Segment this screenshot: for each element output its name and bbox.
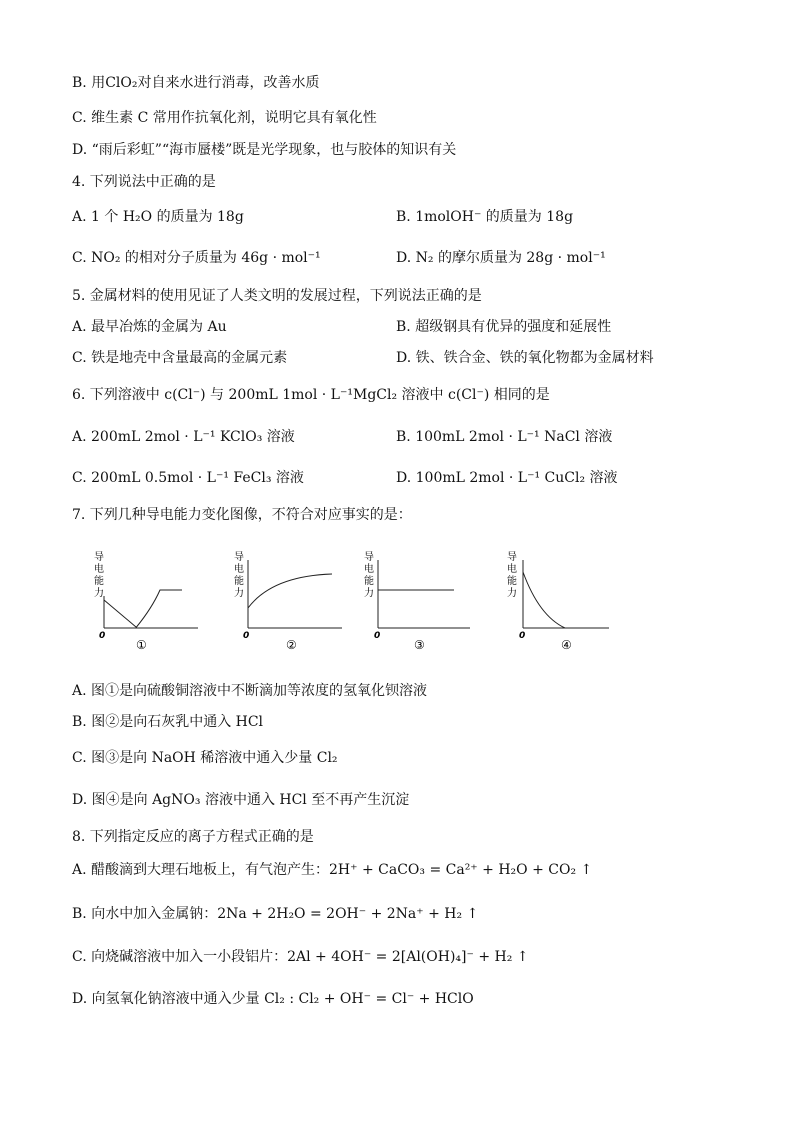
graph-4-axis-label-3: 能 [507, 576, 517, 587]
q8-option-a: A. 醋酸滴到大理石地板上，有气泡产生：2H⁺ + CaCO₃ = Ca²⁺ + H₂O + CO₂ ↑ [72, 862, 593, 878]
q7-option-d: D. 图④是向 AgNO₃ 溶液中通入 HCl 至不再产生沉淀 [72, 792, 410, 808]
q4-stem: 4. 下列说法中正确的是 [72, 174, 216, 190]
graph-1-caption: ① [136, 638, 147, 652]
q4-option-b: B. 1molOH⁻ 的质量为 18g [396, 209, 574, 225]
q5-option-c: C. 铁是地壳中含量最高的金属元素 [72, 350, 288, 366]
graph-2-axis-label-4: 力 [234, 588, 244, 599]
q7-stem: 7. 下列几种导电能力变化图像，不符合对应事实的是： [72, 507, 412, 523]
graph-1-curve [104, 590, 182, 627]
q8-stem: 8. 下列指定反应的离子方程式正确的是 [72, 829, 314, 845]
q5-option-d: D. 铁、铁合金、铁的氧化物都为金属材料 [396, 350, 654, 366]
graph-3-origin: 0 [374, 631, 381, 641]
q6-option-d: D. 100mL 2mol · L⁻¹ CuCl₂ 溶液 [396, 470, 618, 486]
graph-4-caption: ④ [561, 638, 572, 652]
graph-3-axis-label-4: 力 [364, 588, 374, 599]
q4-option-a: A. 1 个 H₂O 的质量为 18g [72, 209, 244, 225]
graph-3-axis-label-3: 能 [364, 576, 374, 587]
graph-2-axis-label-3: 能 [234, 576, 244, 587]
q7-option-a: A. 图①是向硫酸铜溶液中不断滴加等浓度的氢氧化钡溶液 [72, 683, 428, 699]
q5-option-a: A. 最早冶炼的金属为 Au [72, 319, 227, 335]
graph-1-axis-label-1: 导 [94, 552, 104, 563]
q7-option-c: C. 图③是向 NaOH 稀溶液中通入少量 Cl₂ [72, 750, 338, 766]
graph-2-axis-label-1: 导 [234, 552, 244, 563]
q3-option-c: C. 维生素 C 常用作抗氧化剂，说明它具有氧化性 [72, 110, 377, 126]
q8-option-c: C. 向烧碱溶液中加入一小段铝片：2Al + 4OH⁻ = 2[Al(OH)₄]⁻ + H₂ ↑ [72, 949, 529, 965]
q8-option-b: B. 向水中加入金属钠：2Na + 2H₂O = 2OH⁻ + 2Na⁺ + H₂ ↑ [72, 906, 479, 922]
graph-3 [362, 548, 492, 658]
graph-2-curve [248, 574, 332, 608]
graph-2 [232, 548, 362, 658]
graph-1-axis-label-2: 电 [94, 564, 104, 575]
graph-4-axis-label-4: 力 [507, 588, 517, 599]
graph-4-axis-label-1: 导 [507, 552, 517, 563]
q6-option-b: B. 100mL 2mol · L⁻¹ NaCl 溶液 [396, 429, 613, 445]
graph-4-axis-label-2: 电 [507, 564, 517, 575]
graph-1-origin: 0 [99, 631, 106, 641]
q6-option-a: A. 200mL 2mol · L⁻¹ KClO₃ 溶液 [72, 429, 295, 445]
graph-4 [505, 548, 635, 658]
graph-4-curve [523, 572, 565, 628]
graph-2-origin: 0 [243, 631, 250, 641]
q7-option-b: B. 图②是向石灰乳中通入 HCl [72, 714, 264, 730]
graph-3-axis-label-1: 导 [364, 552, 374, 563]
graph-1 [86, 548, 216, 658]
q4-option-d: D. N₂ 的摩尔质量为 28g · mol⁻¹ [396, 250, 606, 266]
q6-stem: 6. 下列溶液中 c(Cl⁻) 与 200mL 1mol · L⁻¹MgCl₂ 溶液中 c(Cl⁻) 相同的是 [72, 387, 550, 403]
graph-2-caption: ② [286, 638, 297, 652]
q5-stem: 5. 金属材料的使用见证了人类文明的发展过程，下列说法正确的是 [72, 288, 482, 304]
graph-3-axis-label-2: 电 [364, 564, 374, 575]
graph-4-origin: 0 [519, 631, 526, 641]
graph-1-axis-label-3: 能 [94, 576, 104, 587]
graph-2-axis-label-2: 电 [234, 564, 244, 575]
q4-option-c: C. NO₂ 的相对分子质量为 46g · mol⁻¹ [72, 250, 321, 266]
q8-option-d: D. 向氢氧化钠溶液中通入少量 Cl₂ : Cl₂ + OH⁻ = Cl⁻ + HClO [72, 991, 474, 1007]
graph-1-axis-label-4: 力 [94, 588, 104, 599]
q3-option-b: B. 用ClO₂对自来水进行消毒，改善水质 [72, 75, 320, 91]
graph-3-caption: ③ [414, 638, 425, 652]
q5-option-b: B. 超级钢具有优异的强度和延展性 [396, 319, 612, 335]
q6-option-c: C. 200mL 0.5mol · L⁻¹ FeCl₃ 溶液 [72, 470, 304, 486]
q3-option-d: D. “雨后彩虹”“海市蜃楼”既是光学现象，也与胶体的知识有关 [72, 142, 457, 158]
